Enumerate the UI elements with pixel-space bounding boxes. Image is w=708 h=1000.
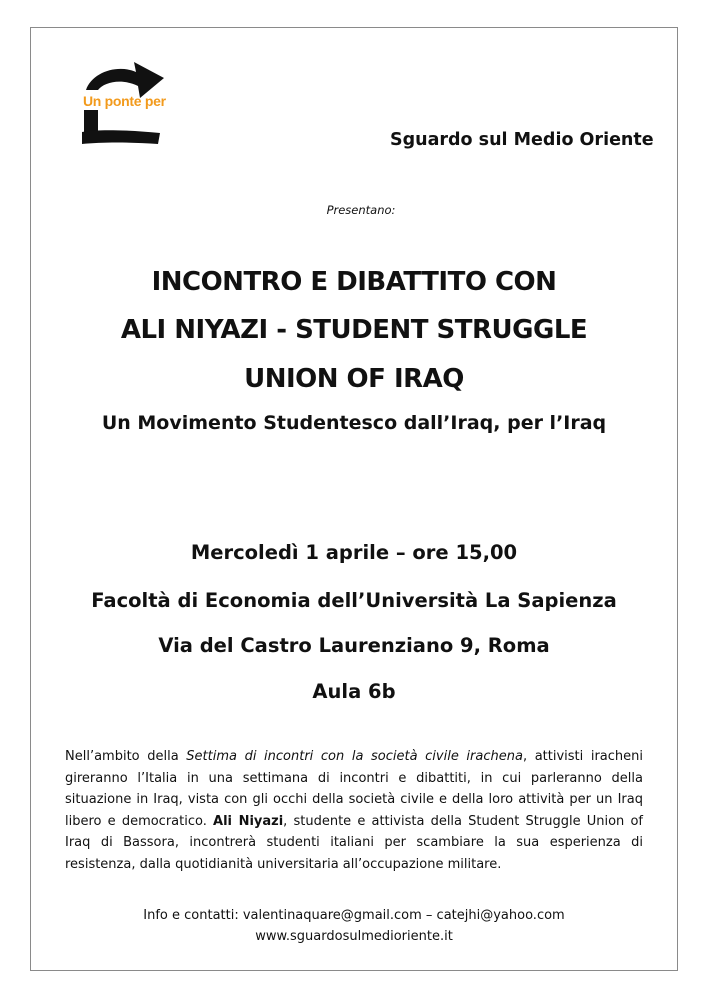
contact-emails: Info e contatti: valentinaquare@gmail.com – catejhi@yahoo.com [143,908,565,923]
logo-text: Un ponte per [83,93,166,109]
organizer-name: Sguardo sul Medio Oriente [390,130,654,150]
description-part-1: Nell’ambito della [65,749,187,764]
headline-line-2: ALI NIYAZI - STUDENT STRUGGLE [120,315,588,345]
series-name: Settima di incontri con la società civile irachena [186,749,523,764]
event-subtitle: Un Movimento Studentesco dall’Iraq, per l’Iraq [101,412,607,434]
speaker-name: Ali Niyazi [213,813,284,829]
event-description [65,746,643,876]
event-venue: Facoltà di Economia dell’Università La Sapienza [91,589,617,612]
description-part-2: , attivisti iracheni gireranno l’Italia in una settimana di incontri e dibattiti, in cui parleranno della situazione in Iraq, vista con gli occhi della società civile e della loro attività per un Iraq libero e democratico. [65,749,644,829]
headline-line-1: INCONTRO E DIBATTITO CON [151,267,557,297]
event-room: Aula 6b [312,680,396,703]
event-date-time: Mercoledì 1 aprile – ore 15,00 [190,541,518,564]
description-part-3: , studente e attivista della Student Struggle Union of Iraq di Bassora, incontrerà studenti italiani per scambiare la sua esperienza di resistenza, dalla quotidianità universitaria all’occupazione militare. [65,813,643,872]
website-link[interactable]: www.sguardosulmedioriente.it [255,929,453,944]
event-address: Via del Castro Laurenziano 9, Roma [158,634,550,657]
presenting-label: Presentano: [326,203,396,217]
headline-line-3: UNION OF IRAQ [244,364,464,394]
